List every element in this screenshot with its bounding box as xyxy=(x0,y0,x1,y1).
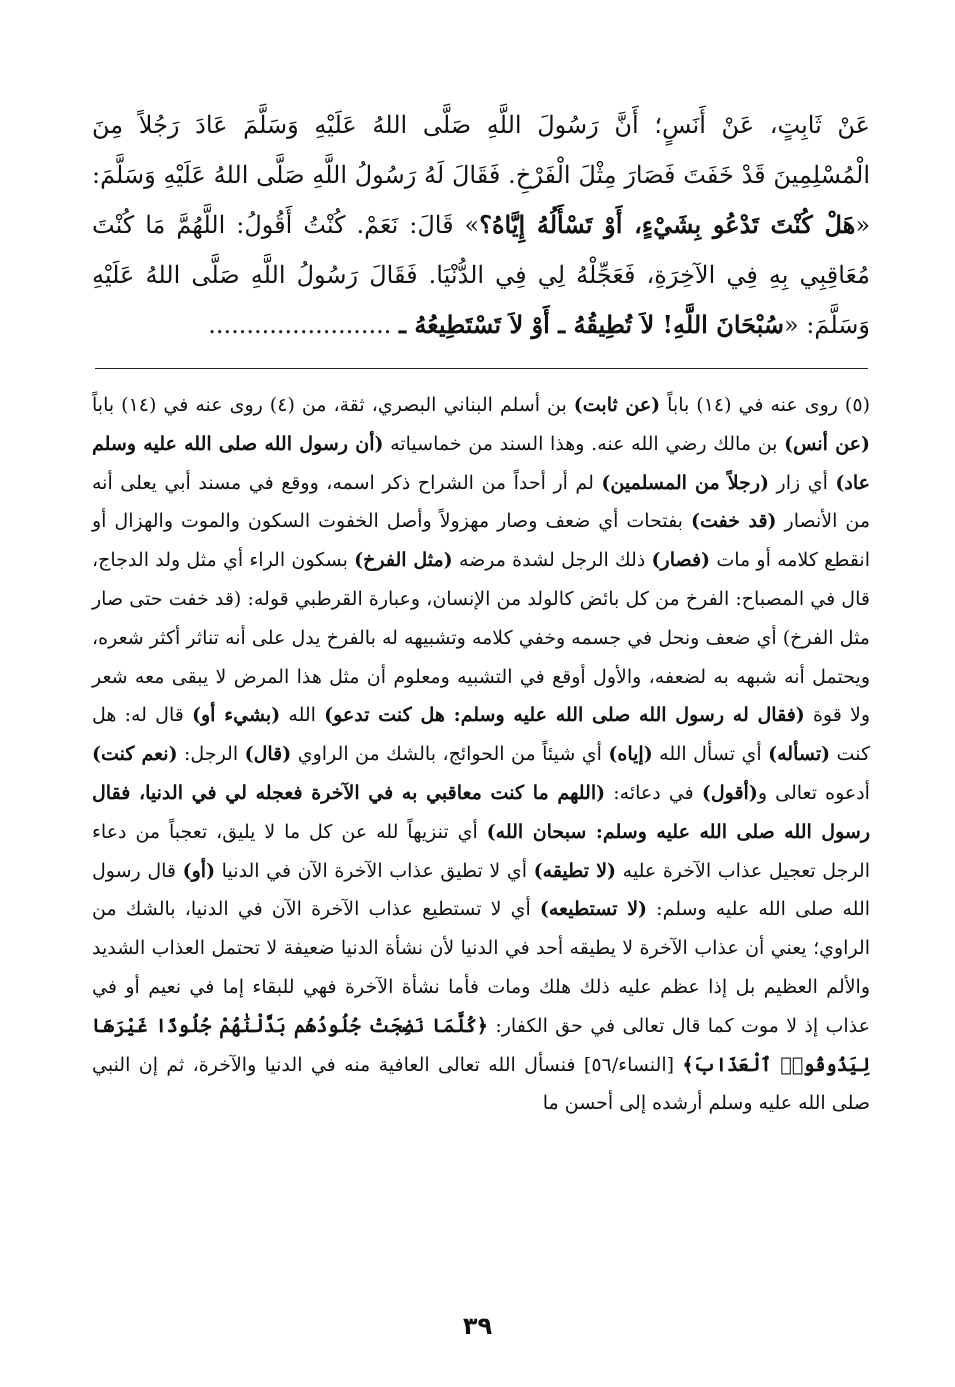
note-text: (٥) روى عنه في (١٤) باباً xyxy=(660,394,870,416)
note-text: في دعائه: xyxy=(605,781,702,804)
hadith-prophet-question: هَلْ كُنْتَ تَدْعُو بِشَيْءٍ، أَوْ تَسْأَلُهُ إِيَّاهُ؟ xyxy=(479,210,856,239)
footnote-separator xyxy=(95,368,868,369)
quran-verse: ﴿كُلَّمَا نَضِجَتْ جُلُودُهُم بَدَّلْنَٰهُمْ جُلُودًا غَيْرَهَا لِيَذُوقُوا۟ ٱلْعَذَابَ﴾ xyxy=(92,1014,871,1076)
note-text: ذلك الرجل لشدة مرضه xyxy=(452,549,652,572)
hadith-text xyxy=(92,100,870,350)
note-text: بن أسلم البناني البصري، ثقة، من (٤) روى عنه في (١٤) باباً xyxy=(92,394,574,416)
note-text: أي تنزيهاً لله عن كل ما لا يليق، تعجباً من دعاء الرجل تعجيل عذاب الآخرة عليه xyxy=(92,820,870,882)
note-quote: (قال) xyxy=(244,743,292,766)
note-quote: (لا تطيقه) xyxy=(533,859,617,882)
commentary-footnotes xyxy=(92,386,870,1123)
note-text: أي شيئاً من الحوائج، بالشك من الراوي xyxy=(291,743,609,766)
hadith-continuation-dots: ........................ xyxy=(208,311,392,339)
note-quote: (اللهم ما كنت معاقبي به في الآخرة فعجله لي في الدنيا، فقال رسول الله صلى الله عليه وسلم: سبحان الله) xyxy=(92,781,871,843)
note-quote: (فقال له رسول الله صلى الله عليه وسلم: هل كنت تدعو) xyxy=(324,704,805,727)
note-quote: (بشيء أو) xyxy=(192,704,281,727)
note-quote: (عن ثابت) xyxy=(573,394,661,416)
note-text: أي زار xyxy=(769,471,836,494)
hadith-narration-part-2: » قَالَ: نَعَمْ. كُنْتُ أَقُولُ: اللَّهُمَّ مَا كُنْتَ مُعَاقِبِي بِهِ فِي الآخِرَةِ، فَعَجِّلْهُ لِي فِي الدُّنْيَا. فَقَالَ رَسُولُ اللَّهِ صَلَّى اللهُ عَلَيْهِ وَسَلَّمَ: « xyxy=(92,211,870,339)
note-quote: (فصار) xyxy=(651,549,711,572)
hadith-paragraph xyxy=(92,100,870,350)
note-text: أي تسأل الله xyxy=(652,743,769,766)
note-text: أي لا تستطيع عذاب الآخرة الآن في الدنيا، بالشك من الراوي؛ يعني أن عذاب الآخرة لا يطيقه أحد في الدنيا لأن نشأة الدنيا ضعيفة لا تحتمل العذاب الشديد والألم العظيم بل إذا عظم عليه ذلك هلك ومات فأما نشأة الآخرة فهي للبقاء إما في نعيم أو في عذاب إذ لا موت كما قال تعالى في حق الكفار: xyxy=(92,898,870,1037)
note-quote: (لا تستطيعه) xyxy=(539,898,648,921)
note-text: بفتحات أي ضعف وصار مهزولاً وأصل الخفوت السكون والموت والهزال أو انقطع كلامه أو مات xyxy=(92,510,870,572)
hadith-narration-part-1: عَنْ ثَابِتٍ، عَنْ أَنَسٍ؛ أَنَّ رَسُولَ اللَّهِ صَلَّى اللهُ عَلَيْهِ وَسَلَّمَ عَادَ رَجُلاً مِنَ الْمُسْلِمِينَ قَدْ خَفَتَ فَصَارَ مِثْلَ الْفَرْخِ. فَقَالَ لَهُ رَسُولُ اللَّهِ صَلَّى اللهُ عَلَيْهِ وَسَلَّمَ: « xyxy=(92,111,870,239)
note-quote: (أو) xyxy=(182,859,216,882)
note-text: بسكون الراء أي مثل ولد الدجاج، قال في المصباح: الفرخ من كل بائض كالولد من الإنسان، وعبارة القرطبي قوله: (قد خفت حتى صار مثل الفرخ) أي ضعف ونحل في جسمه وخفي كلامه وتشبيهه له بالفرخ يدل على أنه تناثر أكثر شعره، ويحتمل أنه شبهه به لضعفه، والأول أوقع في التشبيه ومعلوم أن مثل هذا المرض لا يبقى معه شعر ولا قوة xyxy=(92,549,870,727)
note-quote: (رجلاً من المسلمين) xyxy=(601,471,770,494)
note-quote: (أن رسول الله صلى الله عليه وسلم عاد) xyxy=(92,432,870,494)
note-text: أدعوه تعالى و xyxy=(757,781,870,804)
note-quote: (مثل الفرخ) xyxy=(354,549,453,572)
page-number: ٣٩ xyxy=(462,1312,493,1340)
note-quote: (إياه) xyxy=(608,743,653,766)
note-quote: (تسأله) xyxy=(768,743,831,766)
note-text: بن مالك رضي الله عنه. وهذا السند من خماسياته xyxy=(383,432,785,455)
note-text: الرجل: xyxy=(177,743,245,766)
note-text: أي لا تطيق عذاب الآخرة الآن في الدنيا xyxy=(215,859,534,882)
commentary-paragraph xyxy=(92,386,870,1123)
note-quote: (أقول) xyxy=(701,781,758,804)
note-quote: (عن أنس) xyxy=(784,432,870,455)
note-text: لم أر أحداً من الشراح ذكر اسمه، ووقع في مسند أبي يعلى أنه من الأنصار xyxy=(92,471,870,533)
note-quote: (قد خفت) xyxy=(690,510,777,533)
note-text: قال رسول الله صلى الله عليه وسلم: xyxy=(92,859,871,921)
note-text: قال له: هل كنت xyxy=(92,704,870,766)
note-text: الله xyxy=(280,704,325,727)
note-text: [النساء/٥٦] فنسأل الله تعالى العافية منه في الدنيا والآخرة، ثم إن النبي صلى الله عليه وسلم أرشده إلى أحسن ما xyxy=(92,1053,870,1115)
hadith-prophet-reply: سُبْحَانَ اللَّهِ! لاَ تُطِيقُهُ ـ أَوْ لاَ تَسْتَطِيعُهُ ـ xyxy=(399,310,784,339)
note-quote: (نعم كنت) xyxy=(92,743,178,766)
